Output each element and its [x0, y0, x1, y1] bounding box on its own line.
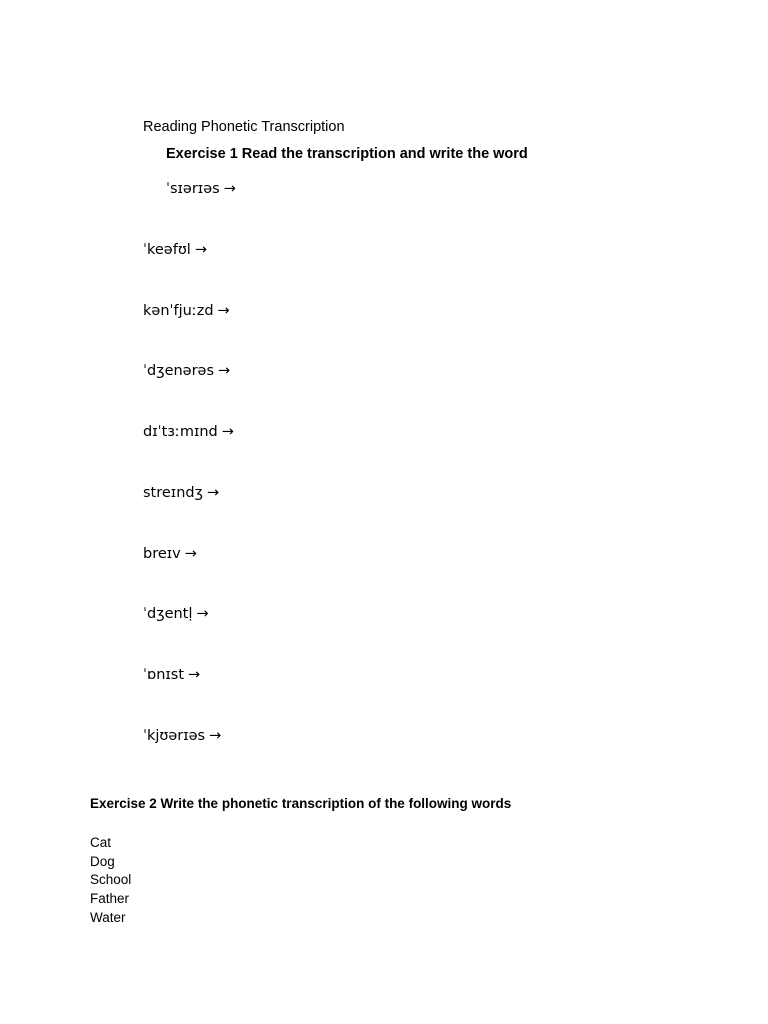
transcription-text: ˈdʒenərəs	[143, 363, 215, 379]
list-item: Dog	[90, 853, 115, 869]
transcription-item	[143, 546, 197, 562]
transcription-text: ˈsɪərɪəs	[166, 181, 220, 197]
arrow-icon: →	[209, 728, 222, 744]
arrow-icon: →	[188, 667, 201, 683]
transcription-text: ˈkjʊərɪəs	[143, 728, 206, 744]
transcription-item	[143, 728, 221, 744]
arrow-icon: →	[221, 424, 234, 440]
list-item: Father	[90, 891, 130, 907]
arrow-icon: →	[184, 546, 197, 562]
arrow-icon: →	[206, 485, 220, 501]
word-list	[90, 834, 131, 928]
transcription-text: breɪv	[143, 546, 181, 562]
transcription-text: ˈkeəfʊl	[143, 242, 191, 258]
list-item: Water	[90, 909, 126, 925]
transcription-text: streɪndʒ	[143, 485, 203, 501]
transcription-text: ˈdʒentḷ	[143, 606, 193, 622]
document-title: Reading Phonetic Transcription	[143, 119, 345, 135]
transcription-text: dɪˈtɜːmɪnd	[143, 424, 218, 440]
list-item: Cat	[90, 835, 112, 850]
exercise-1-heading: Exercise 1 Read the transcription and write the word	[166, 146, 528, 162]
transcription-item	[143, 363, 230, 379]
transcription-item	[143, 303, 230, 319]
arrow-icon: →	[196, 606, 209, 622]
transcription-text: kənˈfjuːzd	[143, 303, 214, 319]
arrow-icon: →	[217, 303, 230, 319]
exercise-2-heading: Exercise 2 Write the phonetic transcription of the following words	[90, 796, 512, 811]
transcription-item	[143, 606, 209, 622]
transcription-item	[143, 485, 219, 501]
transcription-text: ˈɒnɪst	[143, 667, 185, 683]
transcription-item	[143, 242, 207, 258]
arrow-icon: →	[223, 181, 236, 197]
transcription-item	[143, 667, 200, 683]
arrow-icon: →	[194, 242, 207, 258]
arrow-icon: →	[218, 363, 231, 379]
transcription-item	[143, 424, 234, 440]
list-item: School	[90, 872, 132, 888]
transcription-item	[166, 181, 236, 197]
